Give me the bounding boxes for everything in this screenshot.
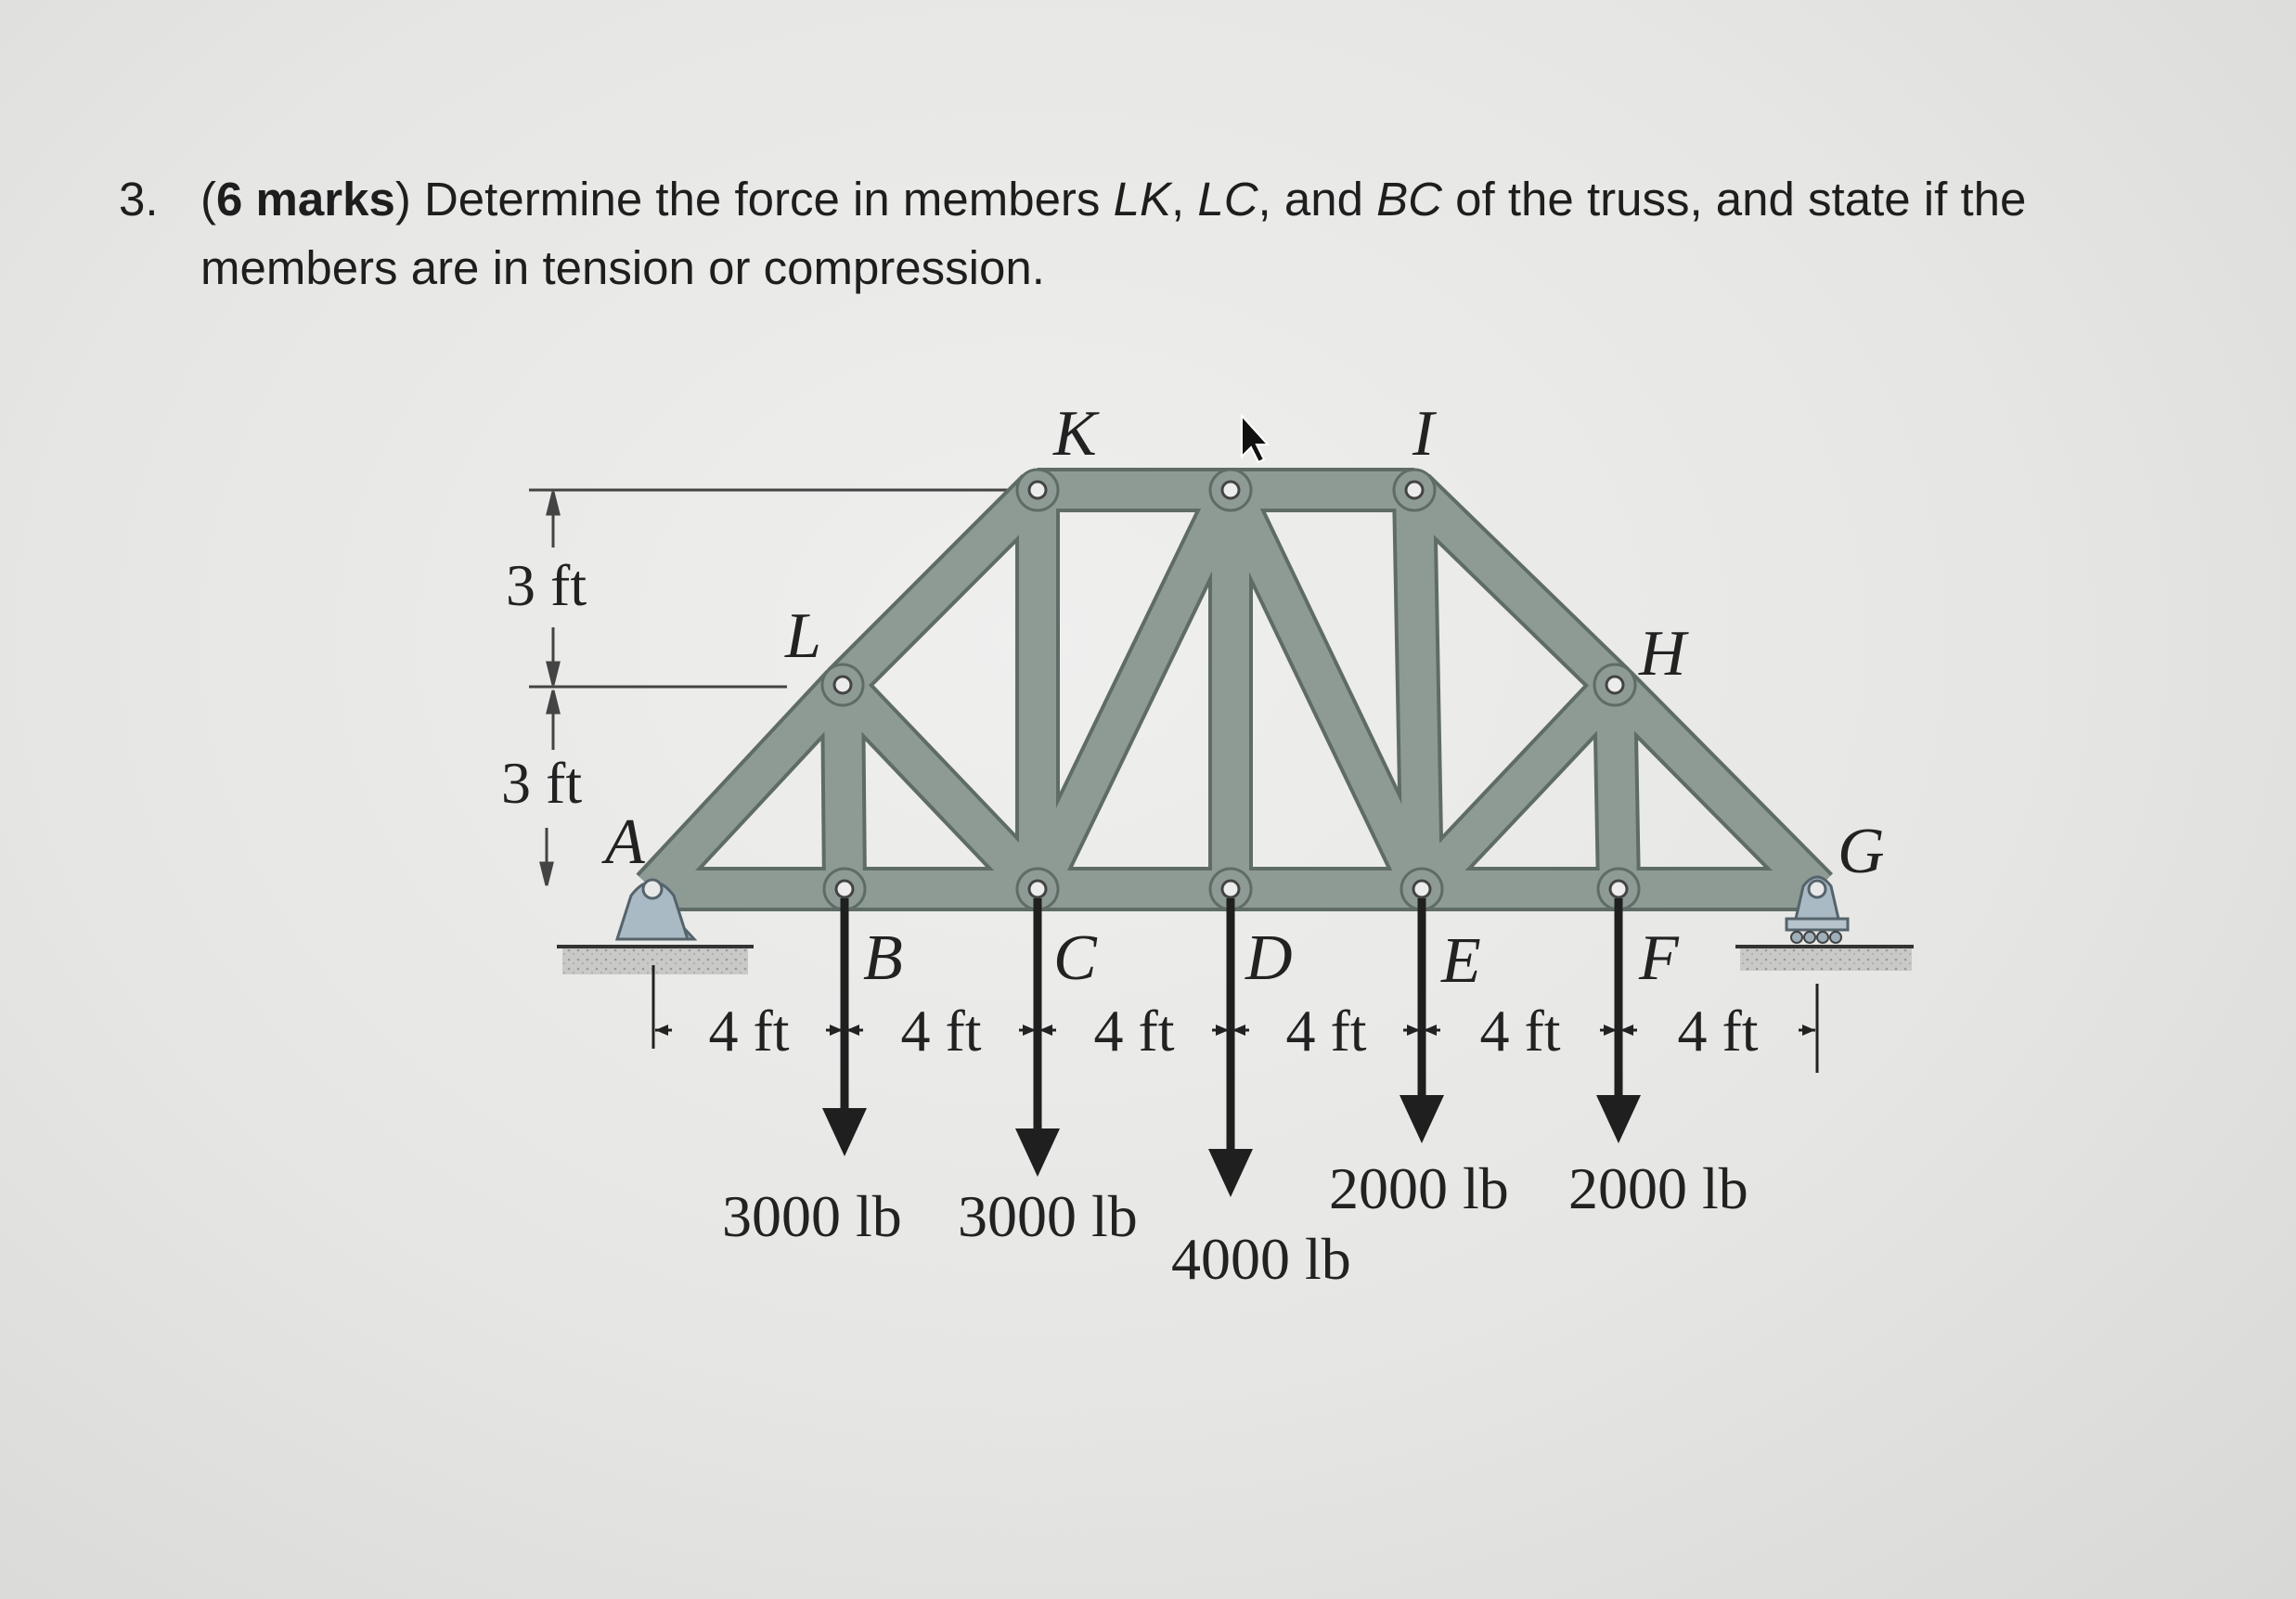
member-eh — [1422, 685, 1615, 889]
load-arrowhead-e — [1400, 1095, 1444, 1143]
pin-h — [1606, 677, 1623, 693]
span-label-5: 4 ft — [1479, 998, 1561, 1064]
member-ih — [1414, 490, 1615, 685]
pin-i — [1406, 482, 1423, 498]
question-line-2: members are in tension or compression. — [200, 241, 1045, 294]
load-label-f: 2000 lb — [1568, 1155, 1748, 1221]
joint-label-l: L — [785, 600, 821, 672]
span-label-6: 4 ft — [1677, 998, 1759, 1064]
joint-label-i: I — [1412, 398, 1435, 470]
joint-label-f: F — [1639, 922, 1679, 994]
member-lk — [843, 490, 1038, 685]
pin-b — [836, 881, 853, 897]
span-label-2: 4 ft — [900, 998, 982, 1064]
member-ie — [1414, 490, 1422, 889]
joint-label-b: B — [863, 922, 903, 994]
ground-left — [557, 947, 754, 974]
load-arrowhead-d — [1208, 1149, 1253, 1197]
joint-label-h: H — [1639, 618, 1686, 690]
ground-right — [1735, 947, 1914, 971]
question-number: 3. — [119, 173, 159, 226]
pin-d — [1222, 881, 1239, 897]
joint-label-e: E — [1441, 925, 1481, 997]
span-arrow-left-1 — [655, 1025, 668, 1036]
load-label-e: 2000 lb — [1329, 1155, 1509, 1221]
load-arrowhead-f — [1596, 1095, 1641, 1143]
height-dimension — [529, 490, 1012, 885]
joint-label-c: C — [1053, 922, 1097, 994]
cursor-icon — [1242, 416, 1268, 462]
question-line-1: 3. (6 marks) Determine the force in members LK, LC, and BC of the truss, and state if the — [119, 165, 2216, 234]
load-arrowhead-c — [1015, 1128, 1060, 1177]
pin-k — [1029, 482, 1046, 498]
pin-l — [834, 677, 851, 693]
joint-label-d: D — [1245, 922, 1293, 994]
member-al — [652, 685, 843, 889]
load-arrowhead-b — [822, 1108, 867, 1156]
pin-kmid — [1222, 482, 1239, 498]
span-label-4: 4 ft — [1285, 998, 1367, 1064]
member-bc: BC — [1376, 173, 1442, 226]
pin-e — [1413, 881, 1430, 897]
pin-c — [1029, 881, 1046, 897]
span-arrow-right-6 — [1802, 1025, 1815, 1036]
member-hf — [1615, 685, 1619, 889]
load-label-d: 4000 lb — [1171, 1226, 1351, 1292]
span-dimension-labels — [655, 998, 1815, 1064]
span-label-3: 4 ft — [1093, 998, 1175, 1064]
height-label-lower: 3 ft — [501, 750, 583, 816]
member-hg — [1615, 685, 1817, 889]
member-cj — [1038, 490, 1231, 889]
joint-label-g: G — [1838, 816, 1885, 887]
member-lk: LK — [1113, 173, 1171, 226]
joint-label-k: K — [1053, 398, 1097, 470]
load-label-b: 3000 lb — [722, 1183, 902, 1249]
member-lb — [843, 685, 845, 889]
member-lc — [843, 685, 1038, 889]
span-label-1: 4 ft — [708, 998, 790, 1064]
pin-f — [1610, 881, 1627, 897]
question-marks: 6 marks — [215, 173, 395, 226]
member-lc: LC — [1197, 173, 1258, 226]
joint-label-a: A — [605, 806, 645, 878]
height-label-upper: 3 ft — [506, 552, 587, 618]
load-label-c: 3000 lb — [958, 1183, 1138, 1249]
member-je — [1231, 490, 1422, 889]
